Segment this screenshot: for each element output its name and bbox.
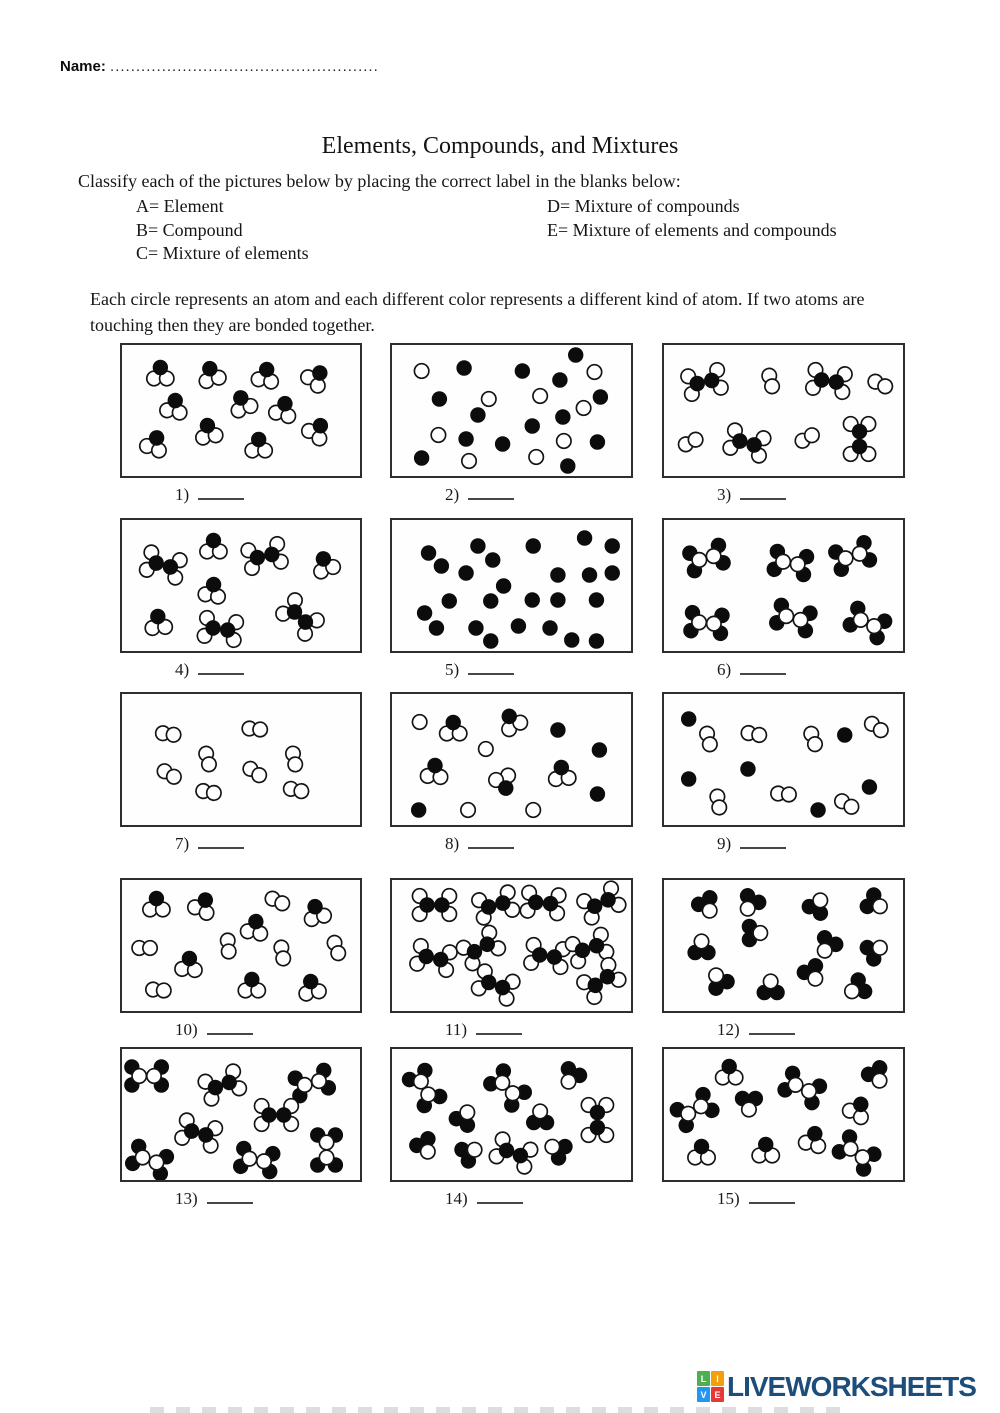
- answer-blank-9[interactable]: [740, 834, 786, 849]
- option-c: C= Mixture of elements: [136, 243, 309, 263]
- molecule-diagram-2: [390, 343, 633, 478]
- option-d: D= Mixture of compounds: [547, 196, 740, 216]
- item-caption-11: [445, 1020, 522, 1040]
- name-row: [60, 58, 379, 75]
- molecule-svg-3: [664, 345, 903, 476]
- molecule-diagram-12: [662, 878, 905, 1013]
- option-a: A= Element: [136, 196, 224, 216]
- molecule-svg-6: [664, 520, 903, 651]
- liveworksheets-logo: [697, 1371, 976, 1402]
- molecule-diagram-5: [390, 518, 633, 653]
- item-caption-12: [717, 1020, 795, 1040]
- answer-blank-3[interactable]: [740, 485, 786, 500]
- item-caption-7: [175, 834, 244, 854]
- item-caption-9: [717, 834, 786, 854]
- logo-block-i: I: [711, 1371, 724, 1386]
- item-caption-14: [445, 1189, 523, 1209]
- molecule-svg-2: [392, 345, 631, 476]
- molecule-diagram-7: [120, 692, 362, 827]
- molecule-svg-5: [392, 520, 631, 651]
- molecule-diagram-14: [390, 1047, 633, 1182]
- item-number-13: 13): [175, 1189, 198, 1208]
- answer-blank-6[interactable]: [740, 660, 786, 675]
- item-caption-2: [445, 485, 514, 505]
- answer-blank-12[interactable]: [749, 1020, 795, 1035]
- name-label: Name:: [60, 58, 106, 75]
- molecule-diagram-1: [120, 343, 362, 478]
- instruction-text: Classify each of the pictures below by placing the correct label in the blanks below:: [78, 171, 681, 191]
- molecule-diagram-13: [120, 1047, 362, 1182]
- item-number-14: 14): [445, 1189, 468, 1208]
- item-number-1: 1): [175, 485, 190, 504]
- item-number-7: 7): [175, 834, 190, 853]
- item-caption-10: [175, 1020, 253, 1040]
- molecule-diagram-8: [390, 692, 633, 827]
- molecule-diagram-3: [662, 343, 905, 478]
- item-number-6: 6): [717, 660, 732, 679]
- molecule-diagram-9: [662, 692, 905, 827]
- answer-blank-8[interactable]: [468, 834, 514, 849]
- item-caption-8: [445, 834, 514, 854]
- answer-blank-15[interactable]: [749, 1189, 795, 1204]
- answer-blank-1[interactable]: [198, 485, 244, 500]
- item-number-4: 4): [175, 660, 190, 679]
- molecule-svg-4: [122, 520, 360, 651]
- page-title: Elements, Compounds, and Mixtures: [321, 133, 679, 159]
- logo-block-e: E: [711, 1387, 724, 1402]
- molecule-svg-8: [392, 694, 631, 825]
- logo-block-l: L: [697, 1371, 710, 1386]
- brand-text: LIVEWORKSHEETS: [727, 1371, 976, 1402]
- item-number-8: 8): [445, 834, 460, 853]
- item-number-9: 9): [717, 834, 732, 853]
- item-caption-6: [717, 660, 786, 680]
- answer-key-left: [136, 195, 309, 266]
- molecule-svg-14: [392, 1049, 631, 1180]
- item-caption-15: [717, 1189, 795, 1209]
- atom-note: Each circle represents an atom and each different color represents a different kind of atom. If two atoms are touching then they are bonded together.: [90, 289, 865, 335]
- item-number-10: 10): [175, 1020, 198, 1039]
- item-caption-13: [175, 1189, 253, 1209]
- molecule-svg-1: [122, 345, 360, 476]
- option-e: E= Mixture of elements and compounds: [547, 219, 837, 240]
- name-line: ....................................................: [110, 58, 379, 75]
- molecule-svg-9: [664, 694, 903, 825]
- answer-blank-14[interactable]: [477, 1189, 523, 1204]
- answer-key-right: [547, 195, 837, 242]
- item-number-12: 12): [717, 1020, 740, 1039]
- logo-block-v: V: [697, 1387, 710, 1402]
- item-number-15: 15): [717, 1189, 740, 1208]
- molecule-svg-11: [392, 880, 631, 1011]
- answer-blank-4[interactable]: [198, 660, 244, 675]
- molecule-diagram-10: [120, 878, 362, 1013]
- cutoff-text-sliver: [150, 1407, 850, 1413]
- molecule-diagram-11: [390, 878, 633, 1013]
- molecule-svg-12: [664, 880, 903, 1011]
- item-caption-4: [175, 660, 244, 680]
- molecule-svg-13: [122, 1049, 360, 1180]
- option-b: B= Compound: [136, 219, 243, 240]
- molecule-svg-15: [664, 1049, 903, 1180]
- molecule-diagram-15: [662, 1047, 905, 1182]
- answer-blank-13[interactable]: [207, 1189, 253, 1204]
- item-number-5: 5): [445, 660, 460, 679]
- answer-blank-2[interactable]: [468, 485, 514, 500]
- item-caption-5: [445, 660, 514, 680]
- answer-blank-10[interactable]: [207, 1020, 253, 1035]
- item-caption-1: [175, 485, 244, 505]
- answer-blank-5[interactable]: [468, 660, 514, 675]
- molecule-diagram-4: [120, 518, 362, 653]
- answer-blank-11[interactable]: [476, 1020, 522, 1035]
- molecule-diagram-6: [662, 518, 905, 653]
- item-number-2: 2): [445, 485, 460, 504]
- logo-blocks: [697, 1371, 724, 1402]
- item-caption-3: [717, 485, 786, 505]
- molecule-svg-10: [122, 880, 360, 1011]
- item-number-3: 3): [717, 485, 732, 504]
- item-number-11: 11): [445, 1020, 468, 1039]
- molecule-svg-7: [122, 694, 360, 825]
- answer-blank-7[interactable]: [198, 834, 244, 849]
